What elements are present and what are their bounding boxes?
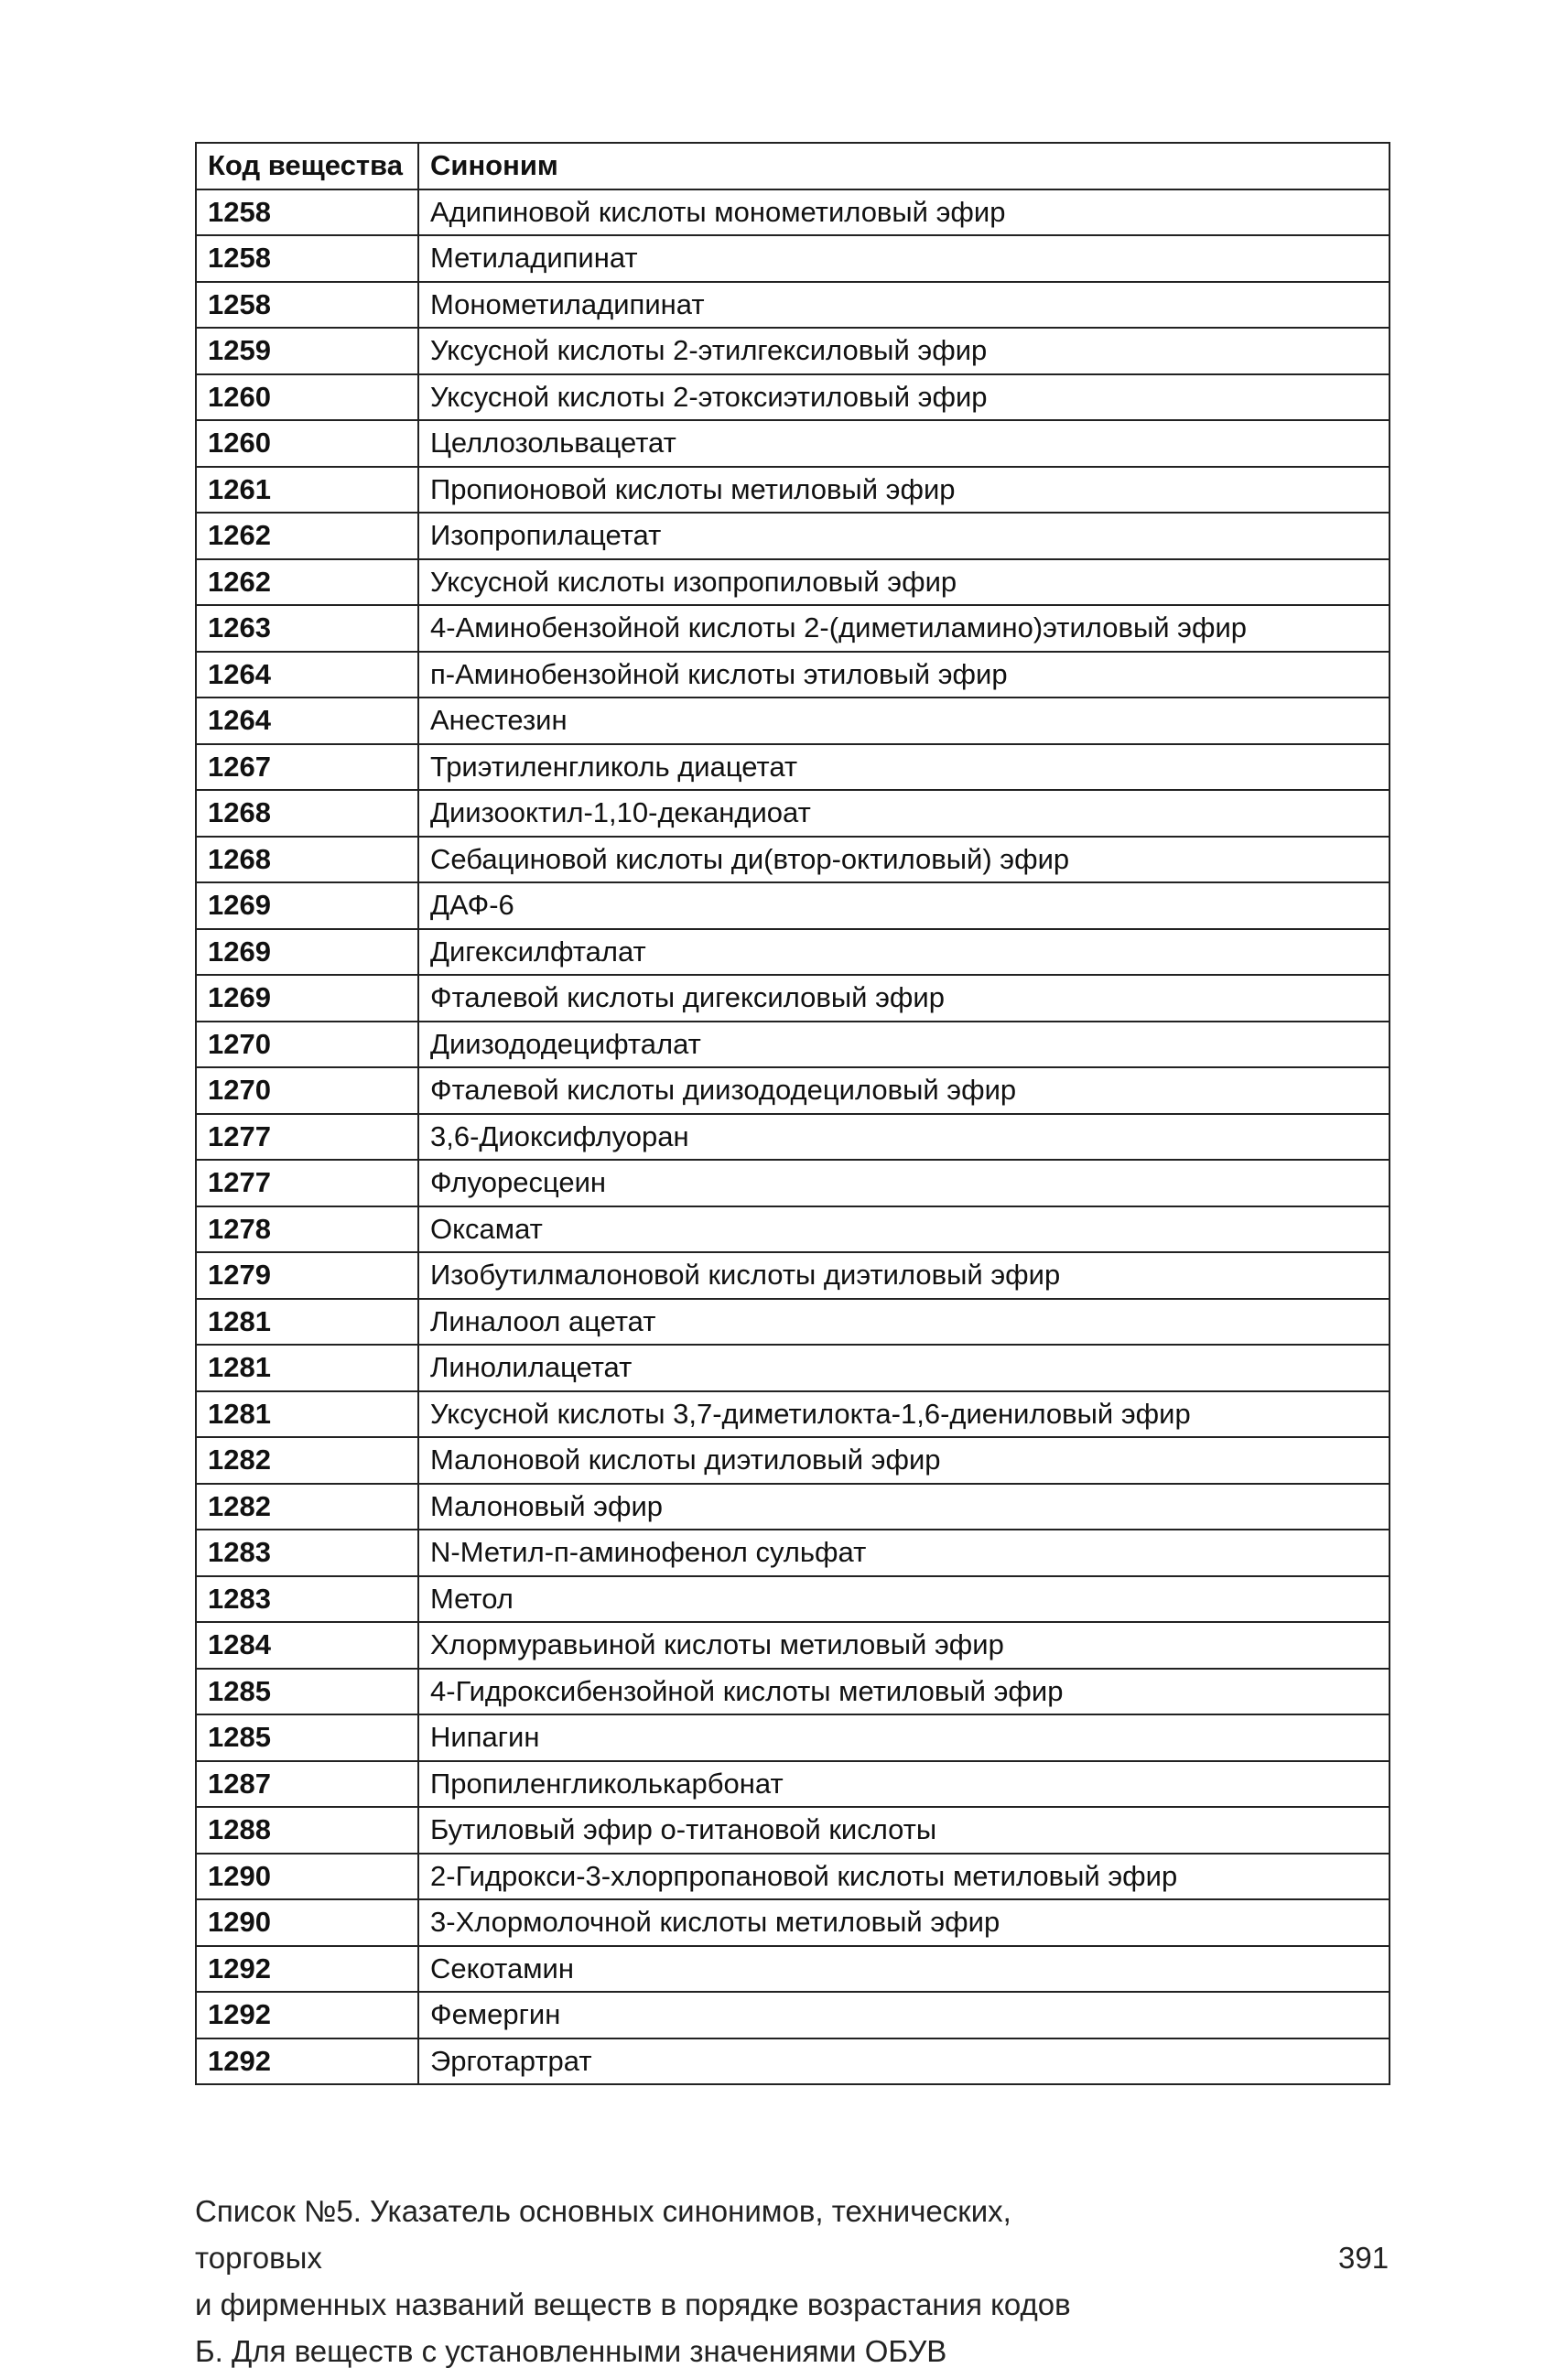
caption-line-1: Список №5. Указатель основных синонимов, технических, торговых xyxy=(195,2194,1011,2275)
synonym-cell: Оксамат xyxy=(418,1206,1390,1253)
synonym-cell: Метиладипинат xyxy=(418,235,1390,282)
substance-code-cell: 1279 xyxy=(196,1252,418,1299)
substance-code-cell: 1290 xyxy=(196,1854,418,1900)
table-row xyxy=(196,235,1390,282)
substance-code-cell: 1269 xyxy=(196,882,418,929)
synonym-cell: Себациновой кислоты ди(втор-октиловый) эфир xyxy=(418,837,1390,883)
caption-line-3: Б. Для веществ с установленными значениями ОБУВ xyxy=(195,2334,947,2368)
table-row xyxy=(196,1530,1390,1576)
table-header-row xyxy=(196,143,1390,189)
substance-code-cell: 1261 xyxy=(196,467,418,514)
synonym-cell: Фталевой кислоты диизододециловый эфир xyxy=(418,1067,1390,1114)
synonym-cell: Целлозольвацетат xyxy=(418,420,1390,467)
substance-code-cell: 1267 xyxy=(196,744,418,791)
synonym-cell: Флуоресцеин xyxy=(418,1160,1390,1206)
table-row xyxy=(196,1391,1390,1438)
table-row xyxy=(196,1345,1390,1391)
substance-code-cell: 1270 xyxy=(196,1022,418,1068)
substance-code-cell: 1281 xyxy=(196,1299,418,1346)
table-row xyxy=(196,328,1390,374)
synonym-cell: Адипиновой кислоты монометиловый эфир xyxy=(418,189,1390,236)
table-row xyxy=(196,1669,1390,1715)
synonym-cell: Изобутилмалоновой кислоты диэтиловый эфир xyxy=(418,1252,1390,1299)
table-row xyxy=(196,1067,1390,1114)
table-row xyxy=(196,1484,1390,1530)
substance-code-cell: 1258 xyxy=(196,282,418,329)
substance-code-cell: 1292 xyxy=(196,2038,418,2085)
synonym-cell: Бутиловый эфир о-титановой кислоты xyxy=(418,1807,1390,1854)
header-synonym: Синоним xyxy=(418,143,1390,189)
list-caption xyxy=(195,2188,1110,2374)
table-row xyxy=(196,513,1390,559)
substance-code-cell: 1268 xyxy=(196,837,418,883)
synonym-cell: Дигексилфталат xyxy=(418,929,1390,976)
substance-code-cell: 1264 xyxy=(196,697,418,744)
table-row xyxy=(196,790,1390,837)
table-row xyxy=(196,975,1390,1022)
synonym-cell: ДАФ-6 xyxy=(418,882,1390,929)
table-row xyxy=(196,1899,1390,1946)
table-row xyxy=(196,929,1390,976)
synonym-cell: 4-Аминобензойной кислоты 2-(диметиламино)этиловый эфир xyxy=(418,605,1390,652)
table-row xyxy=(196,1299,1390,1346)
synonym-cell: Секотамин xyxy=(418,1946,1390,1993)
synonym-cell: Малоновый эфир xyxy=(418,1484,1390,1530)
synonym-cell: Диизододецифталат xyxy=(418,1022,1390,1068)
synonym-cell: Изопропилацетат xyxy=(418,513,1390,559)
synonym-cell: 3,6-Диоксифлуоран xyxy=(418,1114,1390,1161)
synonym-cell: 4-Гидроксибензойной кислоты метиловый эфир xyxy=(418,1669,1390,1715)
table-row xyxy=(196,1761,1390,1808)
substance-code-cell: 1281 xyxy=(196,1391,418,1438)
table-row xyxy=(196,1854,1390,1900)
substance-code-cell: 1277 xyxy=(196,1114,418,1161)
substance-code-cell: 1284 xyxy=(196,1622,418,1669)
table-row xyxy=(196,1114,1390,1161)
table-row xyxy=(196,1946,1390,1993)
synonym-cell: 2-Гидрокси-3-хлорпропановой кислоты метиловый эфир xyxy=(418,1854,1390,1900)
substance-code-cell: 1288 xyxy=(196,1807,418,1854)
synonym-cell: Триэтиленгликоль диацетат xyxy=(418,744,1390,791)
table-row xyxy=(196,2038,1390,2085)
substance-code-cell: 1282 xyxy=(196,1437,418,1484)
table-body xyxy=(196,189,1390,2085)
caption-line-2: и фирменных названий веществ в порядке возрастания кодов xyxy=(195,2287,1071,2321)
synonym-cell: Уксусной кислоты изопропиловый эфир xyxy=(418,559,1390,606)
synonym-cell: Линолилацетат xyxy=(418,1345,1390,1391)
table-row xyxy=(196,1622,1390,1669)
substance-code-cell: 1278 xyxy=(196,1206,418,1253)
table-row xyxy=(196,1437,1390,1484)
synonym-cell: Пропионовой кислоты метиловый эфир xyxy=(418,467,1390,514)
table-row xyxy=(196,882,1390,929)
synonym-cell: Уксусной кислоты 3,7-диметилокта-1,6-диениловый эфир xyxy=(418,1391,1390,1438)
table-row xyxy=(196,374,1390,421)
table-row xyxy=(196,1992,1390,2038)
synonym-cell: Пропиленгликолькарбонат xyxy=(418,1761,1390,1808)
table-row xyxy=(196,652,1390,698)
substance-code-cell: 1285 xyxy=(196,1669,418,1715)
substance-code-cell: 1268 xyxy=(196,790,418,837)
synonym-cell: Малоновой кислоты диэтиловый эфир xyxy=(418,1437,1390,1484)
substance-code-cell: 1258 xyxy=(196,235,418,282)
substance-code-cell: 1277 xyxy=(196,1160,418,1206)
substance-code-cell: 1292 xyxy=(196,1946,418,1993)
substance-code-cell: 1260 xyxy=(196,374,418,421)
substance-code-cell: 1290 xyxy=(196,1899,418,1946)
synonym-cell: Монометиладипинат xyxy=(418,282,1390,329)
synonym-cell: Линалоол ацетат xyxy=(418,1299,1390,1346)
substance-code-cell: 1292 xyxy=(196,1992,418,2038)
substance-code-cell: 1263 xyxy=(196,605,418,652)
table-row xyxy=(196,837,1390,883)
table-row xyxy=(196,1206,1390,1253)
synonyms-table xyxy=(195,142,1390,2085)
substance-code-cell: 1283 xyxy=(196,1576,418,1623)
substance-code-cell: 1281 xyxy=(196,1345,418,1391)
table-row xyxy=(196,1022,1390,1068)
substance-code-cell: 1282 xyxy=(196,1484,418,1530)
synonym-cell: Уксусной кислоты 2-этилгексиловый эфир xyxy=(418,328,1390,374)
synonym-cell: N-Метил-п-аминофенол сульфат xyxy=(418,1530,1390,1576)
substance-code-cell: 1270 xyxy=(196,1067,418,1114)
table-row xyxy=(196,282,1390,329)
substance-code-cell: 1264 xyxy=(196,652,418,698)
table-row xyxy=(196,1252,1390,1299)
substance-code-cell: 1287 xyxy=(196,1761,418,1808)
table-row xyxy=(196,1576,1390,1623)
synonym-cell: Хлормуравьиной кислоты метиловый эфир xyxy=(418,1622,1390,1669)
substance-code-cell: 1269 xyxy=(196,975,418,1022)
substance-code-cell: 1262 xyxy=(196,513,418,559)
synonym-cell: Эрготартрат xyxy=(418,2038,1390,2085)
table-row xyxy=(196,744,1390,791)
header-substance-code: Код вещества xyxy=(196,143,418,189)
synonym-cell: п-Аминобензойной кислоты этиловый эфир xyxy=(418,652,1390,698)
table-row xyxy=(196,467,1390,514)
table-row xyxy=(196,697,1390,744)
synonym-cell: Фталевой кислоты дигексиловый эфир xyxy=(418,975,1390,1022)
synonym-cell: Фемергин xyxy=(418,1992,1390,2038)
synonym-cell: Метол xyxy=(418,1576,1390,1623)
substance-code-cell: 1262 xyxy=(196,559,418,606)
synonym-cell: Анестезин xyxy=(418,697,1390,744)
synonym-cell: Уксусной кислоты 2-этоксиэтиловый эфир xyxy=(418,374,1390,421)
substance-code-cell: 1260 xyxy=(196,420,418,467)
table-row xyxy=(196,420,1390,467)
page-number: 391 xyxy=(1338,2241,1390,2275)
synonym-cell: Диизооктил-1,10-декандиоат xyxy=(418,790,1390,837)
substance-code-cell: 1269 xyxy=(196,929,418,976)
table-row xyxy=(196,189,1390,236)
table-row xyxy=(196,559,1390,606)
table-row xyxy=(196,605,1390,652)
substance-code-cell: 1285 xyxy=(196,1714,418,1761)
substance-code-cell: 1258 xyxy=(196,189,418,236)
synonym-cell: Нипагин xyxy=(418,1714,1390,1761)
synonym-cell: 3-Хлормолочной кислоты метиловый эфир xyxy=(418,1899,1390,1946)
table-row xyxy=(196,1160,1390,1206)
substance-code-cell: 1259 xyxy=(196,328,418,374)
table-row xyxy=(196,1807,1390,1854)
table-row xyxy=(196,1714,1390,1761)
substance-code-cell: 1283 xyxy=(196,1530,418,1576)
